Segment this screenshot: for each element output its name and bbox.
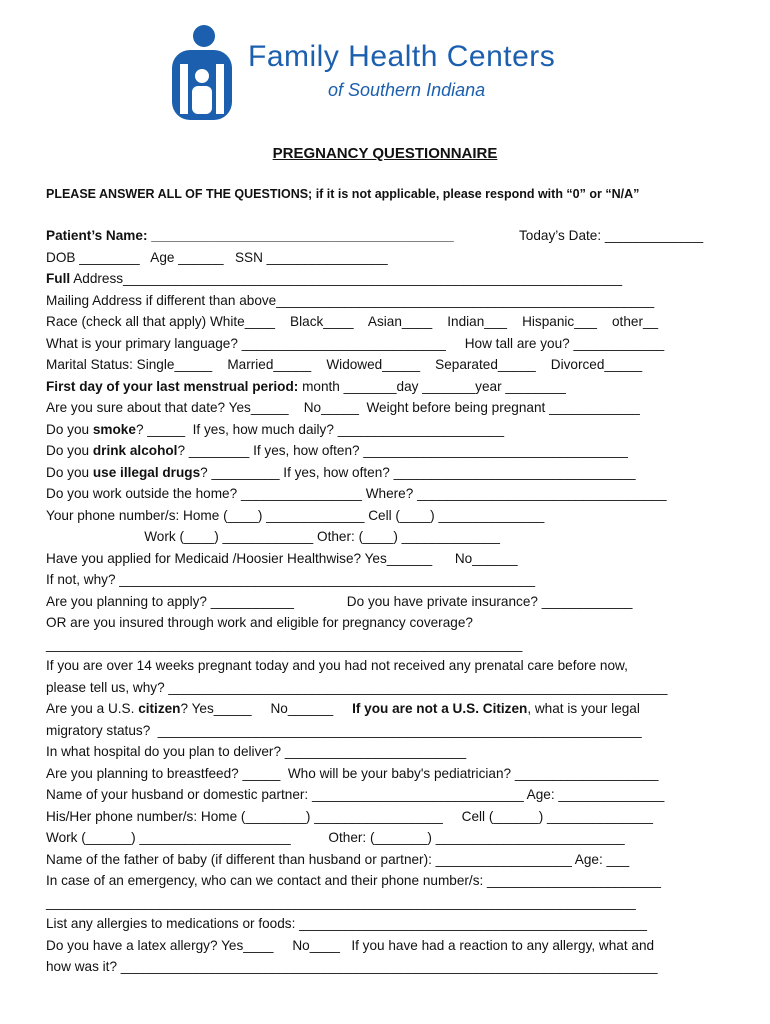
alcohol-label: drink alcohol <box>92 443 178 458</box>
citizen-field[interactable] <box>46 700 640 718</box>
race-field[interactable]: Race (check all that apply) White____ Black____ Asian____ Indian___ Hispanic___ other__ <box>46 314 659 329</box>
alcohol-field[interactable] <box>46 442 628 460</box>
smoke-text: ? _____ If yes, how much daily? ______________________ <box>135 422 505 437</box>
full-address-field[interactable] <box>46 270 622 288</box>
breastfeed-pediatrician-field[interactable]: Are you planning to breastfeed? _____ Who will be your baby's pediatrician? ___________________ <box>46 766 659 781</box>
smoke-field[interactable] <box>46 421 504 439</box>
lmp-label: First day of your last menstrual period: <box>46 379 299 394</box>
not-citizen-label: If you are not a U.S. Citizen <box>352 701 528 716</box>
smoke-label: smoke <box>92 422 136 437</box>
todays-date-field[interactable]: Today’s Date: _____________ <box>519 228 704 243</box>
citizen-prefix: Are you a U.S. <box>46 701 139 716</box>
migratory-status-field[interactable]: migratory status? ________________________________________________________________ <box>46 723 642 738</box>
allergies-field[interactable]: List any allergies to medications or foods: ______________________________________________ <box>46 916 647 931</box>
logo-subtitle: of Southern Indiana <box>328 80 486 100</box>
page-title: PREGNANCY QUESTIONNAIRE <box>272 145 498 162</box>
phone-work-field[interactable]: Work (____) ____________ Other: (____) _____________ <box>46 529 500 544</box>
if-not-why-field[interactable]: If not, why? _______________________________________________________ <box>46 572 536 587</box>
emergency-contact-line2[interactable]: ______________________________________________________________________________ <box>46 895 636 910</box>
planning-insurance-field[interactable]: Are you planning to apply? ___________ Do you have private insurance? ____________ <box>46 594 633 609</box>
insured-answer-field[interactable]: _______________________________________________________________ <box>46 637 523 652</box>
date-sure-weight-field[interactable]: Are you sure about that date? Yes_____ No_____ Weight before being pregnant ____________ <box>46 400 640 415</box>
emergency-contact-field[interactable]: In case of an emergency, who can we contact and their phone number/s: _______________________ <box>46 873 661 888</box>
language-height-field[interactable]: What is your primary language? ___________________________ How tall are you? ____________ <box>46 336 665 351</box>
drugs-text: ? _________ If yes, how often? ________________________________ <box>200 465 636 480</box>
drugs-field[interactable] <box>46 464 636 482</box>
husband-partner-field[interactable]: Name of your husband or domestic partner: ____________________________ Age: ______________ <box>46 787 665 802</box>
partner-work-phone-field[interactable]: Work (______) ____________________ Other: (_______) _________________________ <box>46 830 625 845</box>
phone-home-field[interactable]: Your phone number/s: Home (____) _____________ Cell (____) ______________ <box>46 508 545 523</box>
mailing-address-field[interactable]: Mailing Address if different than above__________________________________________________ <box>46 293 655 308</box>
prenatal-care-question: If you are over 14 weeks pregnant today and you had not received any prenatal care before now, <box>46 658 628 673</box>
latex-allergy-field[interactable]: Do you have a latex allergy? Yes____ No____ If you have had a reaction to any allergy, what and <box>46 938 655 953</box>
lmp-field[interactable] <box>46 378 566 396</box>
tell-us-why-field[interactable]: please tell us, why? __________________________________________________________________ <box>46 680 668 695</box>
alcohol-text: ? ________ If yes, how often? ___________________________________ <box>177 443 628 458</box>
full-address-text: Address__________________________________________________________________ <box>70 271 623 286</box>
alcohol-prefix: Do you <box>46 443 93 458</box>
hospital-field[interactable]: In what hospital do you plan to deliver? ________________________ <box>46 744 467 759</box>
citizen-yes-no: ? Yes_____ No______ <box>180 701 353 716</box>
drugs-label: use illegal drugs <box>92 465 201 480</box>
legal-status-text: , what is your legal <box>527 701 640 716</box>
drugs-prefix: Do you <box>46 465 93 480</box>
lmp-text: month _______day _______year ________ <box>298 379 566 394</box>
full-label: Full <box>46 271 71 286</box>
instructions: PLEASE ANSWER ALL OF THE QUESTIONS; if it is not applicable, please respond with “0” or “N/A” <box>46 187 640 201</box>
logo-title: Family Health Centers <box>248 40 556 73</box>
dob-age-ssn-field[interactable]: DOB ________ Age ______ SSN ________________ <box>46 250 388 265</box>
citizen-label: citizen <box>138 701 181 716</box>
marital-status-field[interactable]: Marital Status: Single_____ Married_____ Widowed_____ Separated_____ Divorced_____ <box>46 357 643 372</box>
partner-phone-field[interactable]: His/Her phone number/s: Home (________) _________________ Cell (______) ______________ <box>46 809 653 824</box>
reaction-field[interactable]: how was it? _______________________________________________________________________ <box>46 959 658 974</box>
patient-name-field[interactable]: Patient’s Name: ________________________________________ <box>46 228 454 243</box>
father-of-baby-field[interactable]: Name of the father of baby (if different than husband or partner): __________________ Age: ___ <box>46 852 630 867</box>
family-health-centers-logo-icon <box>168 24 600 124</box>
medicaid-field[interactable]: Have you applied for Medicaid /Hoosier Healthwise? Yes______ No______ <box>46 551 518 566</box>
work-outside-field[interactable]: Do you work outside the home? ________________ Where? _________________________________ <box>46 486 667 501</box>
insured-question: OR are you insured through work and eligible for pregnancy coverage? <box>46 615 473 630</box>
smoke-prefix: Do you <box>46 422 93 437</box>
